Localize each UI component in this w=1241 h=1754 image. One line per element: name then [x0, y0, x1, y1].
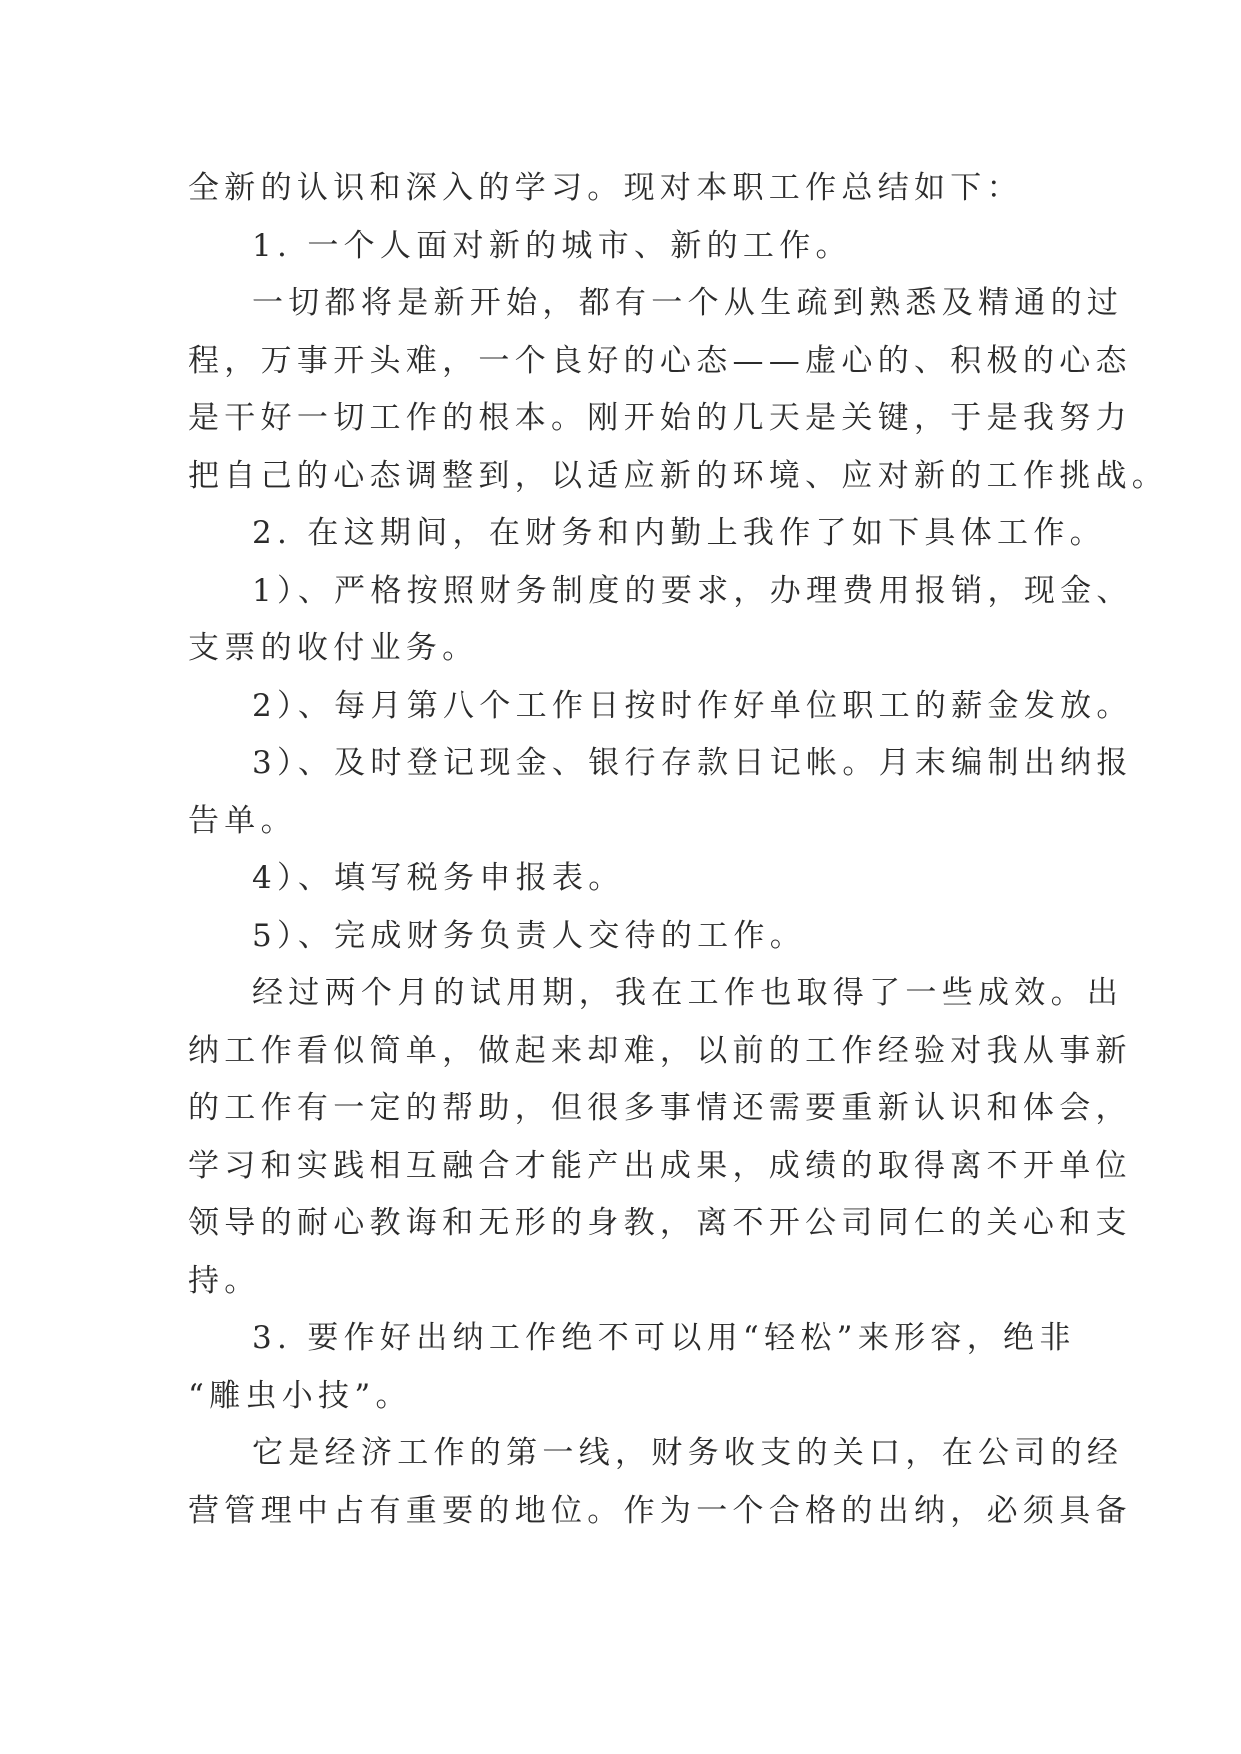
list-item: 2）、每月第八个工作日按时作好单位职工的薪金发放。: [252, 688, 1133, 724]
text-line: 营管理中占有重要的地位。作为一个合格的出纳，必须具备: [188, 1493, 1132, 1529]
text-line: 一切都将是新开始，都有一个从生疏到熟悉及精通的过: [252, 285, 1124, 321]
text-line: 学习和实践相互融合才能产出成果，成绩的取得离不开单位: [188, 1148, 1132, 1184]
numbered-heading: 2. 在这期间，在财务和内勤上我作了如下具体工作。: [252, 515, 1106, 551]
text-line: 持。: [188, 1263, 261, 1299]
text-line: 经过两个月的试用期，我在工作也取得了一些成效。出: [252, 975, 1124, 1011]
text-line: 把自己的心态调整到，以适应新的环境、应对新的工作挑战。: [188, 458, 1169, 494]
text-line: 程，万事开头难，一个良好的心态——虚心的、积极的心态: [188, 343, 1132, 379]
numbered-heading: 1. 一个人面对新的城市、新的工作。: [252, 228, 852, 264]
list-item: 4）、填写税务申报表。: [252, 860, 625, 896]
text-line: “雕虫小技”。: [188, 1378, 412, 1414]
text-line: 的工作有一定的帮助，但很多事情还需要重新认识和体会，: [188, 1090, 1132, 1126]
text-line: 领导的耐心教诲和无形的身教，离不开公司同仁的关心和支: [188, 1205, 1132, 1241]
text-line: 告单。: [188, 803, 297, 839]
text-line: 是干好一切工作的根本。刚开始的几天是关键，于是我努力: [188, 400, 1132, 436]
list-item: 1）、严格按照财务制度的要求，办理费用报销，现金、: [252, 573, 1133, 609]
list-item: 5）、完成财务负责人交待的工作。: [252, 918, 807, 954]
numbered-heading: 3. 要作好出纳工作绝不可以用“轻松”来形容，绝非: [252, 1320, 1076, 1356]
text-line: 支票的收付业务。: [188, 630, 479, 666]
text-line: 纳工作看似简单，做起来却难，以前的工作经验对我从事新: [188, 1033, 1132, 1069]
list-item: 3）、及时登记现金、银行存款日记帐。月末编制出纳报: [252, 745, 1133, 781]
text-line: 全新的认识和深入的学习。现对本职工作总结如下：: [188, 170, 1023, 206]
text-line: 它是经济工作的第一线，财务收支的关口，在公司的经: [252, 1435, 1124, 1471]
